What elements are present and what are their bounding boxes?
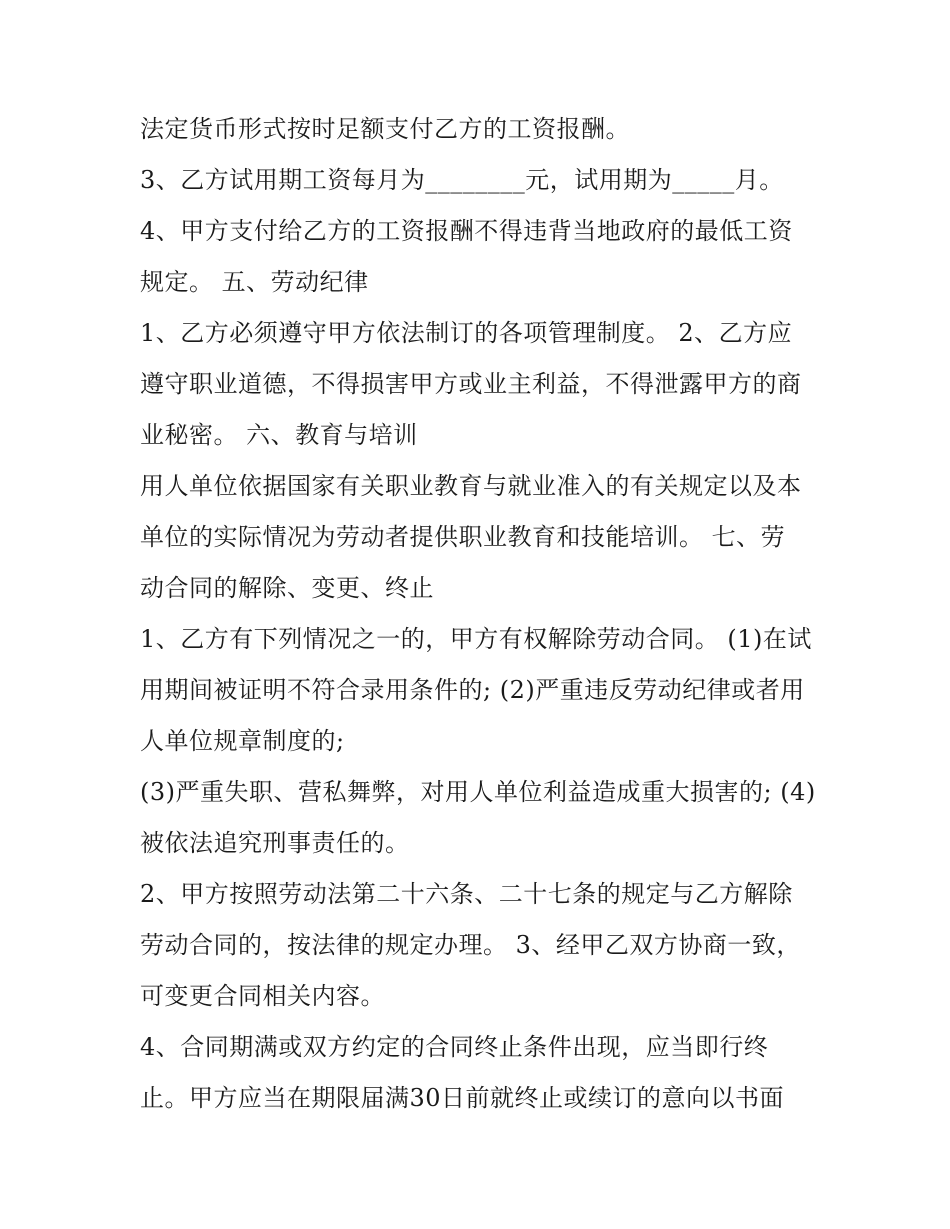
contract-body-text [140,104,830,1124]
text-line: 4、合同期满或双方约定的合同终止条件出现，应当即行终 [140,1033,769,1061]
text-line: 法定货币形式按时足额支付乙方的工资报酬。 [140,115,630,143]
text-line: 1、乙方必须遵守甲方依法制订的各项管理制度。 2、乙方应 [140,319,793,347]
text-line: 3、乙方试用期工资每月为________元，试用期为_____月。 [140,166,784,194]
text-line: 2、甲方按照劳动法第二十六条、二十七条的规定与乙方解除 [140,880,793,908]
text-line: 规定。 五、劳动纪律 [140,268,369,296]
text-line: (3)严重失职、营私舞弊，对用人单位利益造成重大损害的; (4) [140,778,816,806]
text-line: 业秘密。 六、教育与培训 [140,421,418,449]
text-line: 止。甲方应当在期限届满30日前就终止或续订的意向以书面 [140,1084,785,1112]
text-line: 被依法追究刑事责任的。 [140,829,410,857]
text-line: 4、甲方支付给乙方的工资报酬不得违背当地政府的最低工资 [140,217,793,245]
text-line: 可变更合同相关内容。 [140,982,385,1010]
text-line: 用期间被证明不符合录用条件的; (2)严重违反劳动纪律或者用 [140,676,805,704]
text-line: 人单位规章制度的; [140,727,345,755]
text-line: 遵守职业道德，不得损害甲方或业主利益，不得泄露甲方的商 [140,370,802,398]
text-line: 动合同的解除、变更、终止 [140,574,434,602]
text-line: 1、乙方有下列情况之一的，甲方有权解除劳动合同。 (1)在试 [140,625,812,653]
text-line: 劳动合同的，按法律的规定办理。 3、经甲乙双方协商一致， [140,931,801,959]
text-line: 用人单位依据国家有关职业教育与就业准入的有关规定以及本 [140,472,802,500]
text-line: 单位的实际情况为劳动者提供职业教育和技能培训。 七、劳 [140,523,786,551]
